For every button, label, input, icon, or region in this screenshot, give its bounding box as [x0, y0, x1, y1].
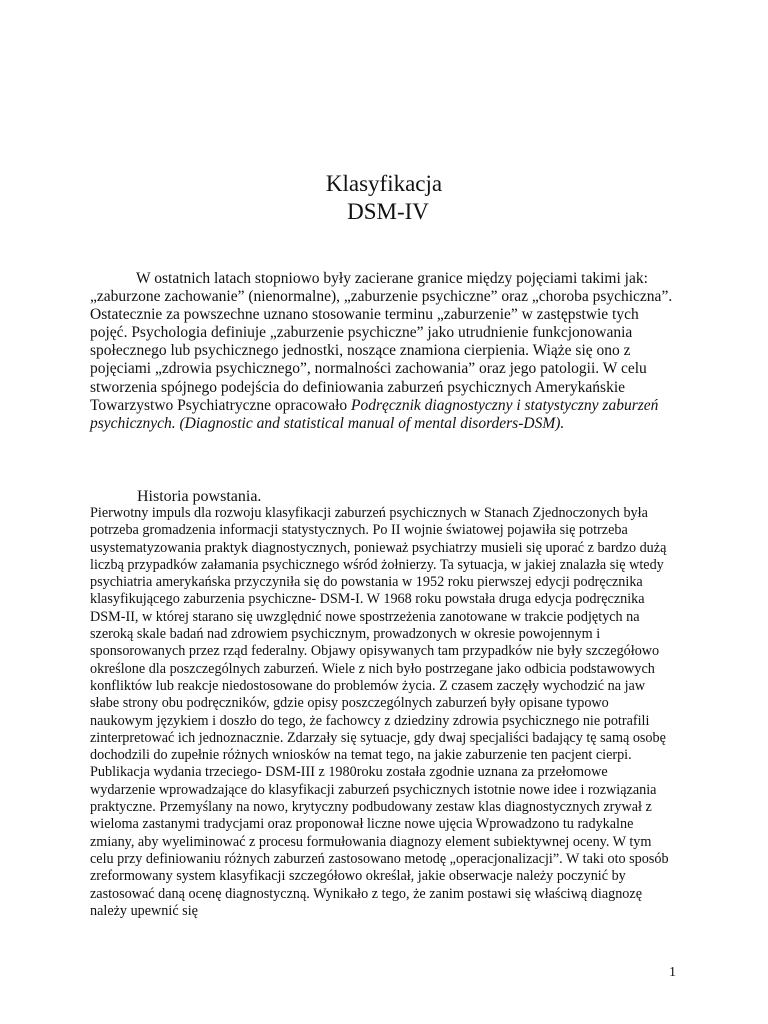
intro-paragraph: [90, 270, 674, 433]
intro-text: W ostatnich latach stopniowo były zacierane granice między pojęciami takimi jak: „zaburzone zachowanie” (nienormalne), „zaburzenie psychiczne” oraz „choroba psychiczna”. Ostatecznie za powszechne uznano stosowanie terminu „zaburzenie” w zastępstwie tych pojęć. Psychologia definiuje „zaburzenie psychiczne” jako utrudnienie funkcjonowania społecznego lub psychicznego jednostki, noszące znamiona cierpienia. Wiąże się ono z pojęciami „zdrowia psychicznego”, normalności zachowania” oraz jego patologii. W celu stworzenia spójnego podejścia do definiowania zaburzeń psychicznych Amerykańskie Towarzystwo Psychiatryczne opracowało: [90, 270, 673, 414]
intro-italic-text: Podręcznik diagnostyczny i statystyczny zaburzeń psychicznych. (Diagnostic and statistical manual of mental disorders-DSM).: [90, 396, 659, 432]
history-paragraph: Pierwotny impuls dla rozwoju klasyfikacji zaburzeń psychicznych w Stanach Zjednoczonych była potrzeba gromadzenia informacji statystycznych. Po II wojnie światowej pojawiła się potrzeba usystematyzowania praktyk diagnostycznych, ponieważ psychiatrzy musieli się uporać z bardzo dużą liczbą przypadków załamania psychicznego wśród żołnierzy. Ta sytuacja, w jakiej znalazła się wtedy psychiatria amerykańska przyczyniła się do powstania w 1952 roku pierwszej edycji podręcznika klasyfikującego zaburzenia psychiczne- DSM-I. W 1968 roku powstała druga edycja podręcznika DSM-II, w której starano się uwzględnić nowe spostrzeżenia zanotowane w trakcie podjętych na szeroką skale badań nad zdrowiem psychicznym, prowadzonych w okresie powojennym i sponsorowanych przez rząd federalny. Objawy opisywanych tam przypadków nie były szczegółowo określone dla poszczególnych zaburzeń. Wiele z nich było postrzegane jako odbicia podstawowych konfliktów lub reakcje niedostosowane do problemów życia. Z czasem zaczęły wychodzić na jaw słabe strony obu podręczników, gdzie opisy poszczególnych zaburzeń były opisane typowo naukowym językiem i doszło do tego, że fachowcy z dziedziny zdrowia psychicznego nie potrafili zinterpretować ich jednoznacznie. Zdarzały się sytuacje, gdy dwaj specjaliści badający tę samą osobę dochodzili do zupełnie różnych wniosków na temat tego, na jakie zaburzenie ten pacjent cierpi. Publikacja wydania trzeciego- DSM-III z 1980roku została zgodnie uznana za przełomowe wydarzenie wprowadzające do klasyfikacji zaburzeń psychicznych istotnie nowe idee i rozwiązania praktyczne. Przemyślany na nowo, krytyczny podbudowany zestaw klas diagnostycznych zrywał z wieloma zastanymi tradycjami oraz proponował liczne nowe ujęcia Wprowadzono tu radykalne zmiany, aby wyeliminować z procesu formułowania diagnozy element subiektywnej oceny. W tym celu przy definiowaniu różnych zaburzeń zastosowano metodę „operacjonalizacji”. W taki oto sposób zreformowany system klasyfikacji szczegółowo określał, jakie obserwacje należy poczynić by zastosować daną ocenę diagnostyczną. Wynikało z tego, że zanim postawi się właściwą diagnozę należy upewnić się: [90, 505, 669, 919]
page-number: 1: [669, 965, 676, 980]
section-heading: Historia powstania.: [137, 488, 262, 505]
title-line-2: DSM-IV: [347, 199, 429, 224]
title-line-1: Klasyfikacja: [325, 171, 443, 196]
document-title: [0, 170, 768, 226]
